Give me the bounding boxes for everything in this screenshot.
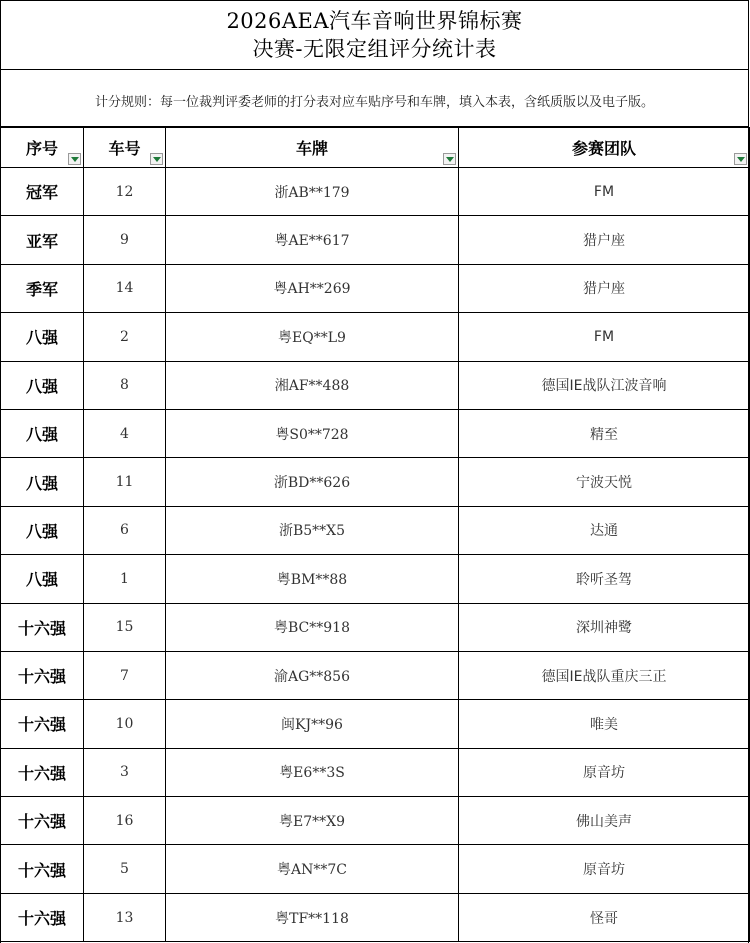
team-cell[interactable]: 德国IE战队江波音响 xyxy=(459,361,750,409)
team-cell[interactable]: 猎户座 xyxy=(459,216,750,264)
car-number-cell[interactable]: 10 xyxy=(84,700,166,748)
column-header-label: 参赛团队 xyxy=(571,139,636,158)
plate-cell[interactable]: 粤TF**118 xyxy=(166,893,459,941)
column-header-label: 车牌 xyxy=(295,139,328,158)
column-header-plate xyxy=(166,128,459,168)
rank-cell[interactable]: 冠军 xyxy=(1,168,84,216)
plate-cell[interactable]: 粤BM**88 xyxy=(166,555,459,603)
team-cell[interactable]: 佛山美声 xyxy=(459,797,750,845)
table-row xyxy=(1,555,750,603)
car-number-cell[interactable]: 4 xyxy=(84,409,166,457)
column-header-car-no xyxy=(84,128,166,168)
car-number-cell[interactable]: 1 xyxy=(84,555,166,603)
table-row xyxy=(1,409,750,457)
plate-cell[interactable]: 浙B5**X5 xyxy=(166,506,459,554)
rank-cell[interactable]: 八强 xyxy=(1,361,84,409)
table-row xyxy=(1,603,750,651)
car-number-cell[interactable]: 7 xyxy=(84,651,166,699)
table-row xyxy=(1,361,750,409)
car-number-cell[interactable]: 16 xyxy=(84,797,166,845)
plate-cell[interactable]: 粤E6**3S xyxy=(166,748,459,796)
filter-dropdown-icon[interactable] xyxy=(68,153,81,165)
scoring-rule-text: 计分规则：每一位裁判评委老师的打分表对应车贴序号和车牌，填入本表，含纸质版以及电子版。 xyxy=(94,94,654,110)
plate-cell[interactable]: 渝AG**856 xyxy=(166,651,459,699)
rank-cell[interactable]: 十六强 xyxy=(1,700,84,748)
car-number-cell[interactable]: 8 xyxy=(84,361,166,409)
plate-cell[interactable]: 湘AF**488 xyxy=(166,361,459,409)
column-header-label: 序号 xyxy=(25,139,58,158)
column-header-team xyxy=(459,128,750,168)
plate-cell[interactable]: 浙BD**626 xyxy=(166,458,459,506)
team-cell[interactable]: 唯美 xyxy=(459,700,750,748)
title-line-1: 2026AEA汽车音响世界锦标赛 xyxy=(226,9,523,33)
car-number-cell[interactable]: 2 xyxy=(84,313,166,361)
team-cell[interactable]: FM xyxy=(459,313,750,361)
plate-cell[interactable]: 粤BC**918 xyxy=(166,603,459,651)
car-number-cell[interactable]: 5 xyxy=(84,845,166,893)
rank-cell[interactable]: 十六强 xyxy=(1,797,84,845)
plate-cell[interactable]: 粤AE**617 xyxy=(166,216,459,264)
table-row xyxy=(1,216,750,264)
table-row xyxy=(1,313,750,361)
plate-cell[interactable]: 粤S0**728 xyxy=(166,409,459,457)
team-cell[interactable]: 深圳神鹭 xyxy=(459,603,750,651)
table-body xyxy=(1,168,750,942)
car-number-cell[interactable]: 13 xyxy=(84,893,166,941)
car-number-cell[interactable]: 14 xyxy=(84,264,166,312)
table-row xyxy=(1,651,750,699)
team-cell[interactable]: 原音坊 xyxy=(459,748,750,796)
table-row xyxy=(1,700,750,748)
team-cell[interactable]: 宁波天悦 xyxy=(459,458,750,506)
car-number-cell[interactable]: 15 xyxy=(84,603,166,651)
filter-dropdown-icon[interactable] xyxy=(150,153,163,165)
plate-cell[interactable]: 粤AN**7C xyxy=(166,845,459,893)
team-cell[interactable]: 达通 xyxy=(459,506,750,554)
car-number-cell[interactable]: 12 xyxy=(84,168,166,216)
rank-cell[interactable]: 亚军 xyxy=(1,216,84,264)
table-row xyxy=(1,748,750,796)
plate-cell[interactable]: 闽KJ**96 xyxy=(166,700,459,748)
team-cell[interactable]: 原音坊 xyxy=(459,845,750,893)
team-cell[interactable]: 猎户座 xyxy=(459,264,750,312)
table-row xyxy=(1,168,750,216)
car-number-cell[interactable]: 11 xyxy=(84,458,166,506)
team-cell[interactable]: FM xyxy=(459,168,750,216)
rank-cell[interactable]: 季军 xyxy=(1,264,84,312)
car-number-cell[interactable]: 9 xyxy=(84,216,166,264)
title-block xyxy=(1,0,748,70)
rank-cell[interactable]: 八强 xyxy=(1,555,84,603)
plate-cell[interactable]: 粤EQ**L9 xyxy=(166,313,459,361)
column-header-label: 车号 xyxy=(108,139,141,158)
header-row xyxy=(1,128,750,168)
rank-cell[interactable]: 十六强 xyxy=(1,748,84,796)
rank-cell[interactable]: 八强 xyxy=(1,506,84,554)
table-row xyxy=(1,506,750,554)
rank-cell[interactable]: 八强 xyxy=(1,409,84,457)
table-row xyxy=(1,845,750,893)
table-row xyxy=(1,458,750,506)
column-header-rank xyxy=(1,128,84,168)
team-cell[interactable]: 聆听圣驾 xyxy=(459,555,750,603)
team-cell[interactable]: 德国IE战队重庆三正 xyxy=(459,651,750,699)
rank-cell[interactable]: 八强 xyxy=(1,313,84,361)
rank-cell[interactable]: 十六强 xyxy=(1,845,84,893)
team-cell[interactable]: 精至 xyxy=(459,409,750,457)
plate-cell[interactable]: 粤AH**269 xyxy=(166,264,459,312)
rank-cell[interactable]: 八强 xyxy=(1,458,84,506)
table-row xyxy=(1,264,750,312)
filter-dropdown-icon[interactable] xyxy=(734,153,747,165)
rank-cell[interactable]: 十六强 xyxy=(1,603,84,651)
plate-cell[interactable]: 粤E7**X9 xyxy=(166,797,459,845)
plate-cell[interactable]: 浙AB**179 xyxy=(166,168,459,216)
car-number-cell[interactable]: 6 xyxy=(84,506,166,554)
filter-dropdown-icon[interactable] xyxy=(443,153,456,165)
car-number-cell[interactable]: 3 xyxy=(84,748,166,796)
rank-cell[interactable]: 十六强 xyxy=(1,893,84,941)
scoring-rule xyxy=(1,70,748,127)
table-row xyxy=(1,797,750,845)
rank-cell[interactable]: 十六强 xyxy=(1,651,84,699)
title-line-2: 决赛-无限定组评分统计表 xyxy=(252,37,497,61)
table-row xyxy=(1,893,750,941)
team-cell[interactable]: 怪哥 xyxy=(459,893,750,941)
results-table xyxy=(0,127,750,942)
